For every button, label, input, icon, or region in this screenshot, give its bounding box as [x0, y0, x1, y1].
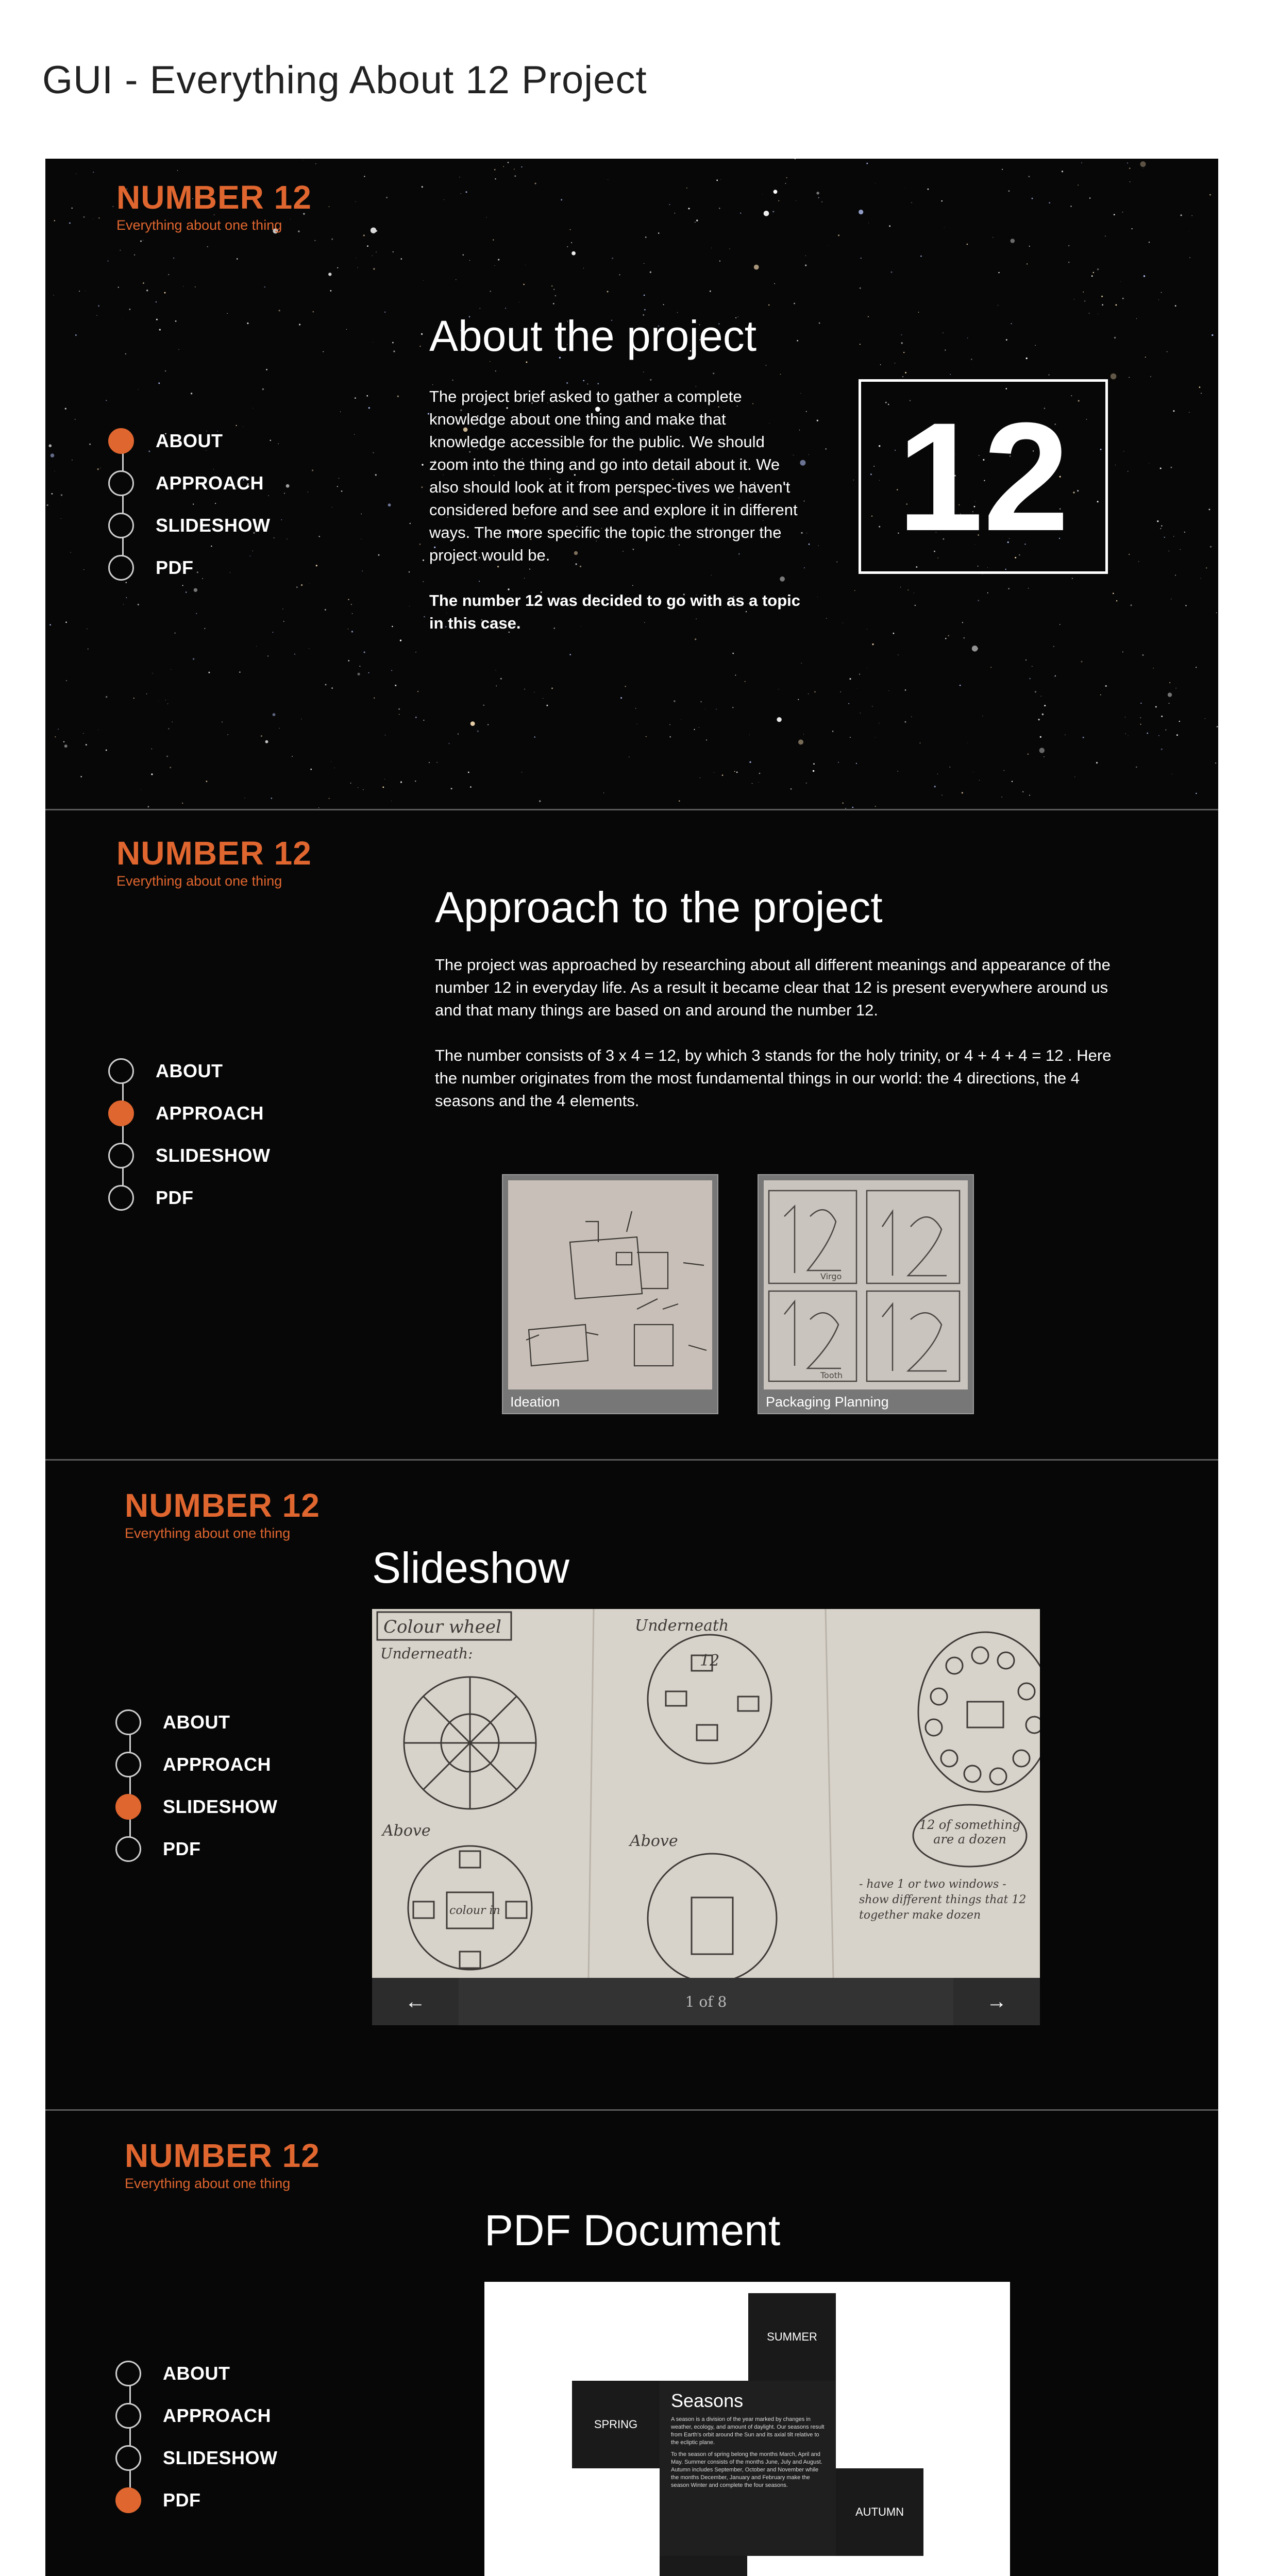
pdf-viewer[interactable] [484, 2282, 1010, 2576]
seasons-face [660, 2381, 836, 2556]
approach-text [435, 954, 1125, 1135]
section-nav [108, 1057, 376, 1206]
sketch-note: 12 of something are a dozen [919, 1818, 1021, 1846]
number-12: 12 [897, 390, 1069, 563]
brand-logo[interactable] [125, 2138, 320, 2192]
approach-panel [45, 809, 1218, 1459]
nav-dot-icon [115, 2445, 141, 2471]
nav-label: ABOUT [163, 2363, 230, 2384]
summer-face: SUMMER [748, 2293, 836, 2381]
nav-label: ABOUT [156, 430, 223, 451]
nav-dot-icon [108, 1143, 134, 1168]
about-text [429, 385, 805, 657]
brand-logo[interactable] [116, 835, 312, 890]
nav-connector-line [129, 1722, 131, 1851]
nav-dot-icon [115, 1836, 141, 1862]
nav-item-approach[interactable] [115, 2401, 271, 2430]
seasons-text: To the season of spring belong the months March, April and May. Summer consists of the months June, July and August. Autumn includes September, October and November while the months December, January and February make the season Winter and complete the four seasons. [671, 2451, 822, 2488]
packaging-sketch-image [764, 1180, 968, 1389]
nav-label: ABOUT [156, 1060, 223, 1081]
autumn-face: AUTUMN [836, 2468, 923, 2556]
slide-image [372, 1609, 1040, 1978]
brand-logo[interactable] [116, 179, 312, 234]
slideshow-heading: Slideshow [372, 1544, 569, 1592]
nav-item-about[interactable] [115, 2359, 230, 2388]
nav-label: APPROACH [163, 2405, 272, 2426]
sketch-label: Underneath: [380, 1645, 473, 1662]
ideation-card[interactable] [502, 1174, 718, 1414]
nav-connector-line [129, 2374, 131, 2502]
nav-item-pdf[interactable] [115, 2486, 201, 2515]
pdf-panel [45, 2109, 1218, 2576]
seasons-title: Seasons [671, 2390, 744, 2411]
sketch-label: 12 [700, 1652, 720, 1670]
sketch-label: Above [630, 1832, 678, 1850]
slide-counter: 1 of 8 [685, 1993, 727, 2010]
approach-paragraph: The number consists of 3 x 4 = 12, by which 3 stands for the holy trinity, or 4 + 4 + 4 = 12 . Here the number originates from the most fundamental things in our world: the 4 directions, the 4 seasons and the 4 elements. [435, 1046, 1112, 1110]
arrow-right-icon: → [986, 1990, 1007, 2013]
prev-slide-button[interactable] [372, 1978, 459, 2025]
page-title: GUI - Everything About 12 Project [42, 58, 647, 102]
nav-dot-icon [108, 513, 134, 538]
ideation-sketch-image [508, 1180, 712, 1389]
nav-connector-line [122, 441, 124, 570]
brand-logo[interactable] [125, 1487, 320, 1542]
brand-subtitle: Everything about one thing [116, 217, 282, 233]
nav-dot-icon [108, 1185, 134, 1211]
sketch-label: Underneath [635, 1617, 729, 1635]
pdf-heading: PDF Document [484, 2206, 781, 2255]
nav-dot-icon [115, 2403, 141, 2429]
svg-text:Tooth: Tooth [820, 1370, 843, 1380]
nav-label: SLIDESHOW [163, 2447, 278, 2468]
nav-item-pdf[interactable] [108, 1183, 194, 1212]
nav-dot-active-icon [115, 2487, 141, 2513]
nav-dot-active-icon [108, 1100, 134, 1126]
nav-label: PDF [163, 2489, 201, 2511]
nav-dot-icon [115, 1709, 141, 1735]
spring-face: SPRING [572, 2381, 660, 2468]
slideshow [372, 1609, 1040, 2025]
nav-label: APPROACH [156, 1103, 264, 1124]
slideshow-panel [45, 1459, 1218, 2109]
nav-item-about[interactable] [108, 427, 223, 455]
nav-dot-icon [108, 555, 134, 581]
nav-label: PDF [156, 1187, 194, 1208]
nav-dot-icon [115, 2361, 141, 2386]
sketch-label: Above [382, 1822, 431, 1840]
nav-item-approach[interactable] [108, 469, 264, 498]
nav-dot-icon [108, 470, 134, 496]
nav-dot-active-icon [115, 1794, 141, 1820]
svg-text:Virgo: Virgo [820, 1272, 842, 1281]
approach-heading: Approach to the project [435, 883, 883, 931]
nav-dot-icon [115, 1752, 141, 1777]
nav-item-approach[interactable] [108, 1099, 264, 1128]
nav-item-slideshow[interactable] [108, 1141, 271, 1170]
card-caption: Ideation [510, 1394, 560, 1410]
nav-item-slideshow[interactable] [108, 511, 271, 540]
section-nav [108, 427, 376, 576]
brand-title: NUMBER 12 [116, 835, 312, 872]
sketch-label: colour in [449, 1904, 500, 1917]
nav-item-slideshow[interactable] [115, 2444, 278, 2472]
card-caption: Packaging Planning [766, 1394, 889, 1410]
nav-item-pdf[interactable] [115, 1835, 201, 1863]
nav-item-about[interactable] [108, 1057, 223, 1086]
nav-item-slideshow[interactable] [115, 1792, 278, 1821]
seasons-text: A season is a division of the year marked by changes in weather, ecology, and amount of daylight. Our seasons result from Earth's orbit around the Sun and its axial tilt relative to the ecliptic plane. [671, 2416, 825, 2446]
nav-item-pdf[interactable] [108, 553, 194, 582]
brand-title: NUMBER 12 [116, 179, 312, 216]
nav-connector-line [122, 1071, 124, 1200]
section-nav [115, 2359, 383, 2509]
about-paragraph: The project brief asked to gather a complete knowledge about one thing and make that knowledge accessible for the public. We should zoom into the thing and go into detail about it. We also should look at it from perspec-tives we haven't considered before and see and explore it in different ways. The more specific the topic the stronger the project would be. [429, 387, 798, 564]
nav-label: SLIDESHOW [156, 515, 271, 536]
nav-item-about[interactable] [115, 1708, 230, 1737]
about-panel [45, 159, 1218, 809]
sketch-note: - have 1 or two windows - show different things that 12 together make dozen [859, 1878, 1027, 1922]
arrow-left-icon: ← [405, 1990, 426, 2013]
brand-subtitle: Everything about one thing [125, 2176, 291, 2191]
number-12-box [859, 379, 1108, 574]
nav-dot-icon [108, 1058, 134, 1084]
winter-face [660, 2556, 747, 2576]
section-nav [115, 1708, 383, 1857]
nav-label: ABOUT [163, 1711, 230, 1733]
nav-label: PDF [163, 1838, 201, 1859]
nav-dot-active-icon [108, 428, 134, 454]
brand-title: NUMBER 12 [125, 1487, 320, 1524]
nav-label: SLIDESHOW [156, 1145, 271, 1166]
approach-paragraph: The project was approached by researching about all different meanings and appearance of the number 12 in everyday life. As a result it became clear that 12 is present everywhere around us and that many things are based on and around the number 12. [435, 956, 1111, 1019]
brand-title: NUMBER 12 [125, 2137, 320, 2174]
brand-subtitle: Everything about one thing [116, 873, 282, 889]
packaging-planning-card[interactable] [758, 1174, 974, 1414]
brand-subtitle: Everything about one thing [125, 1526, 291, 1541]
nav-label: APPROACH [156, 472, 264, 494]
sketch-label: Colour wheel [383, 1617, 501, 1637]
about-heading: About the project [429, 312, 757, 360]
next-slide-button[interactable] [953, 1978, 1040, 2025]
nav-label: SLIDESHOW [163, 1796, 278, 1817]
nav-item-approach[interactable] [115, 1750, 271, 1779]
nav-label: PDF [156, 557, 194, 578]
about-emphasis: The number 12 was decided to go with as a topic in this case. [429, 591, 801, 632]
slide-controls [372, 1978, 1040, 2025]
nav-label: APPROACH [163, 1754, 272, 1775]
